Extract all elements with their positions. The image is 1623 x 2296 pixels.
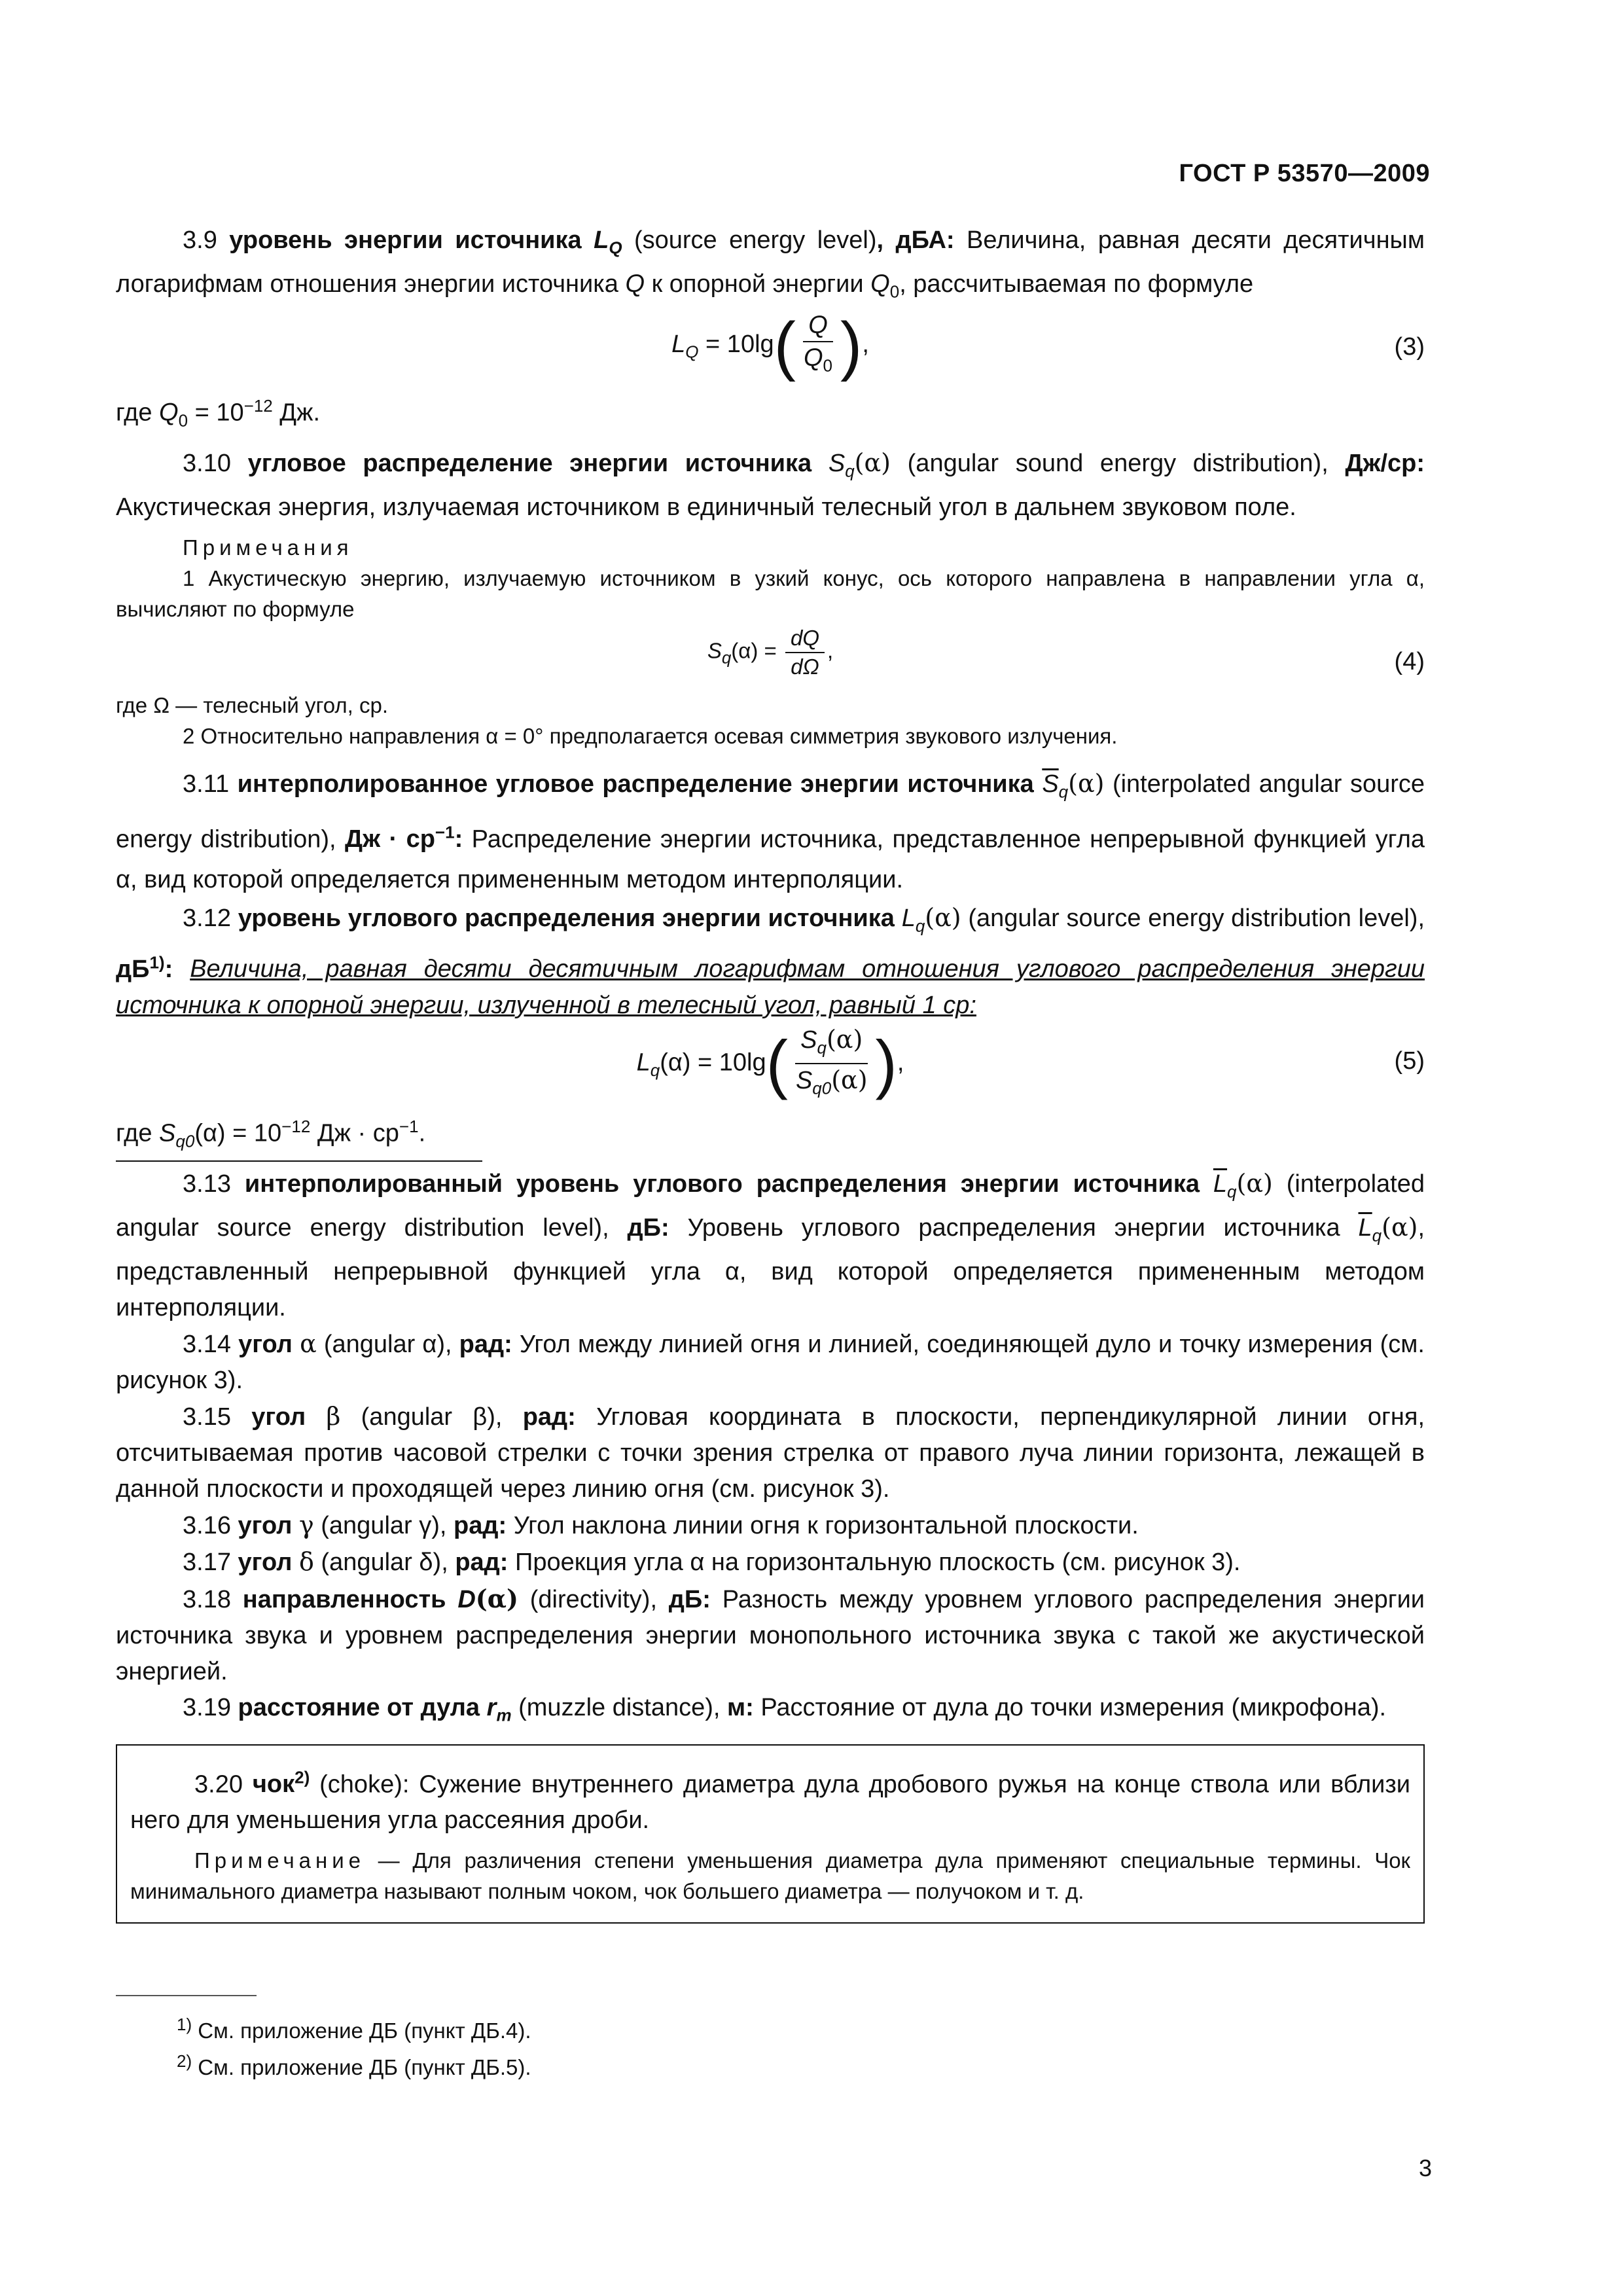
equation-number-4: (4)	[1394, 648, 1425, 676]
note-2: 2 Относительно направления α = 0° предполагается осевая симметрия звукового излучения.	[183, 724, 1118, 749]
note-1: 1 Акустическую энергию, излучаемую источником в узкий конус, ось которого направлена в направлении угла α, вычисляют по формуле	[116, 566, 1425, 622]
term-3-12: уровень углового распределения энергии источника	[238, 905, 895, 933]
definition-3-12: 3.12 уровень углового распределения энергии источника $L_q(\alpha)$ (angular source energy distribution level), $дБ^{1)}$: Величина, равная десяти десятичным логарифмам отношения углового распределения энергии источника к опорной энергии, излученной в телесный угол, равный 1 ср:	[116, 903, 1425, 1019]
equation-number-5: (5)	[1394, 1047, 1425, 1075]
definition-3-16: 3.16 угол γ (angular γ), рад: Угол наклона линии огня к горизонтальной плоскости.	[183, 1510, 1139, 1539]
footnote-1: $^{1)}$ См. приложение ДБ (пункт ДБ.4).	[177, 2015, 531, 2043]
term-3-14: угол	[238, 1330, 293, 1358]
definition-3-11: 3.11 интерполированное угловое распределение энергии источника $\overline{S}_q(\alpha)$ (interpolated angular source energy distribution), Дж · $ср^{-1}$: Распределение энергии источника, представленное непрерывной функцией угла α, вид которой определяется примененным методом интерполяции.	[116, 769, 1425, 894]
term-3-11: интерполированное угловое распределение энергии источника	[237, 770, 1034, 798]
equation-3	[116, 310, 1425, 388]
footnote-separator	[116, 1995, 257, 1996]
definition-3-18: 3.18 направленность D(α) (directivity), дБ: Разность между уровнем углового распределения энергии источника звука и уровнем распределения энергии монопольного источника звука с такой же акустической энергией.	[116, 1583, 1425, 1685]
term-3-9: уровень энергии источника	[229, 226, 582, 254]
term-3-18: направленность	[242, 1585, 446, 1613]
definition-3-10: 3.10 угловое распределение энергии источника $S_q(\alpha)$ (angular sound energy distribution), Дж/ср: Акустическая энергия, излучаемая источником в единичный телесный угол в дальнем звуковом поле.	[116, 448, 1425, 522]
term-3-20: чок$^{2)}$	[252, 1767, 310, 1799]
revision-rule	[116, 1160, 482, 1162]
term-3-19: расстояние от дула	[238, 1693, 480, 1721]
footnote-2: $^{2)}$ См. приложение ДБ (пункт ДБ.5).	[177, 2051, 531, 2079]
equation-5	[116, 1024, 1425, 1109]
term-3-17: угол	[238, 1548, 293, 1576]
formula-3: $L_Q = 10\lg$( $\frac{Q}{Q_0}$ ),	[671, 308, 869, 382]
definition-3-9: 3.9 уровень энергии источника $L_Q$ (source energy level), дБА: Величина, равная десяти десятичным логарифмам отношения энергии источника Q к опорной энергии $Q_0$, рассчитываемая по формуле	[116, 226, 1425, 302]
term-3-10: угловое распределение энергии источника	[247, 450, 812, 478]
definition-3-14: 3.14 угол α (angular α), рад: Угол между линией огня и линией, соединяющей дуло и точку измерения (см. рисунок 3).	[116, 1329, 1425, 1394]
equation-4	[116, 624, 1425, 690]
equation-number-3: (3)	[1394, 333, 1425, 361]
definition-3-13: 3.13 интерполированный уровень углового распределения энергии источника $\overline{L}_q(\alpha)$ (interpolated angular source energy distribution level), дБ: Уровень углового распределения энергии источника $\overline{L}_q(\alpha)$, представленный непрерывной функцией угла α, вид которой определяется примененным методом интерполяции.	[116, 1168, 1425, 1321]
term-3-15: угол	[251, 1403, 306, 1431]
page-number: 3	[1418, 2155, 1432, 2181]
document-body	[116, 223, 1425, 1924]
definition-3-17: 3.17 угол δ (angular δ), рад: Проекция угла α на горизонтальную плоскость (см. рисунок 3).	[183, 1547, 1241, 1576]
footnotes	[177, 2009, 531, 2083]
note-3-20: Примечание — Для различения степени уменьшения диаметра дула применяют специальные термины. Чок минимального диаметра называют полным чоком, чок большего диаметра — получоком и т. д.	[130, 1848, 1410, 1904]
definition-3-20: 3.20 чок$^{2)}$ (choke): Сужение внутреннего диаметра дула дробового ружья на конце ствола или вблизи него для уменьшения угла рассеяния дроби.	[130, 1767, 1411, 1835]
term-3-16: угол	[238, 1511, 293, 1539]
where-clause-3: где $Q_0 = 10^{-12}$ Дж.	[116, 396, 321, 431]
boxed-definition-3-20	[116, 1744, 1425, 1924]
where-clause-5: где $S_{q0}(\alpha) = 10^{-12}$ Дж · $ср^{-1}$.	[116, 1116, 426, 1151]
term-3-13: интерполированный уровень углового распределения энергии источника	[244, 1170, 1200, 1198]
definition-3-15: 3.15 угол β (angular β), рад: Угловая координата в плоскости, перпендикулярной линии огня, отсчитываемая против часовой стрелки с точки зрения стрелка от правого луча линии горизонта, лежащей в данной плоскости и проходящей через линию огня (см. рисунок 3).	[116, 1401, 1425, 1503]
document-id-header: ГОСТ Р 53570—2009	[1179, 160, 1430, 187]
notes-title: Примечания	[183, 535, 353, 560]
definition-3-19: 3.19 расстояние от дула $r_m$ (muzzle distance), м: Расстояние от дула до точки измерения (микрофона).	[183, 1693, 1387, 1725]
formula-4: $S_q(\alpha)$ = $\frac{dQ}{d\Omega}$ ,	[707, 626, 834, 679]
where-clause-4: где Ω — телесный угол, ср.	[116, 693, 389, 718]
formula-5: $L_q(\alpha) = 10\lg$( $\frac{S_q(\alpha)}{S_{q0}(\alpha)}$ ),	[636, 1024, 904, 1101]
